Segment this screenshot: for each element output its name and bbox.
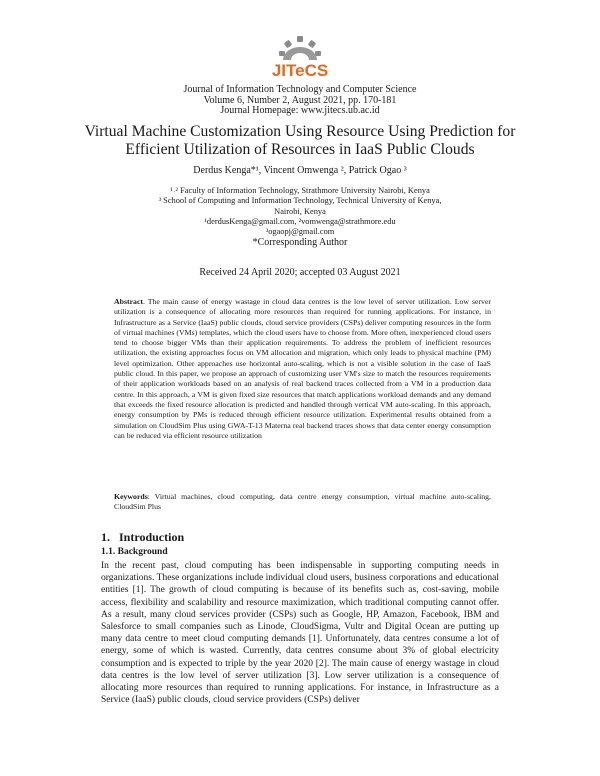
affiliation-line: ¹˒² Faculty of Information Technology, Strathmore University Nairobi, Kenya xyxy=(170,186,430,195)
received-dates: Received 24 April 2020; accepted 03 August 2021 xyxy=(199,267,401,278)
journal-logo xyxy=(0,36,600,80)
abstract-label: Abstract xyxy=(114,297,144,306)
journal-name: Journal of Information Technology and Computer Science xyxy=(183,84,417,95)
keywords xyxy=(114,492,491,513)
section-heading xyxy=(101,530,184,545)
affiliation-line: ³ School of Computing and Information Technology, Technical University of Kenya, xyxy=(158,196,442,206)
section-title: Introduction xyxy=(119,530,185,544)
abstract-text: . The main cause of energy wastage in cloud data centres is the low level of server utilization. Low server utilization is a consequence of allocating more resources than required for running applications. For instance, in Infrastructure as a Service (IaaS) public clouds, cloud service providers (CSPs) deliver computing resources in the form of virtual machines (VMs) templates, which the cloud users have to choose from. More often, inexperienced cloud users tend to choose bigger VMs than their application requirements. To address the problem of inefficient resources utilization, the existing approaches focus on VM allocation and migration, which only leads to physical machine (PM) level optimization. Other approaches use horizontal auto-scaling, which is not a visible solution in the case of IaaS public cloud. In this paper, we propose an approach of customizing user VM's size to match the resources requirements of their application workloads based on an analysis of real backend traces collected from a VM in a production data centre. In this approach, a VM is given fixed size resources that match applications workload demands and any demand that exceeds the fixed resource allocation is predicted and handled through vertical VM auto-scaling. In this approach, energy consumption by PMs is reduced through efficient resource utilization. Experimental results obtained from a simulation on CloudSim Plus using GWA-T-13 Materna real backend traces shows that data center energy consumption can be reduced via efficient resource utilization xyxy=(114,297,491,440)
email-line: ³ogaopj@gmail.com xyxy=(265,227,335,237)
keywords-text: : Virtual machines, cloud computing, data centre energy consumption, virtual machine auto-scaling, CloudSim Plus xyxy=(114,492,491,512)
section-number: 1. xyxy=(101,530,110,544)
jitecs-logo-icon xyxy=(245,36,355,80)
subsection-heading: 1.1. Background xyxy=(101,547,168,557)
affiliation-line: Nairobi, Kenya xyxy=(274,206,326,216)
paper-title: Virtual Machine Customization Using Resource Using Prediction for Efficient Utilization of Resources in IaaS Public Clouds xyxy=(84,123,516,158)
corresponding-author: *Corresponding Author xyxy=(252,237,348,249)
author-list: Derdus Kenga*¹, Vincent Omwenga ², Patrick Ogao ³ xyxy=(193,165,407,176)
keywords-label: Keywords xyxy=(114,492,148,501)
journal-homepage: Journal Homepage: www.jitecs.ub.ac.id xyxy=(220,105,380,116)
affiliations xyxy=(0,186,600,249)
body-paragraph: In the recent past, cloud computing has been indispensable in supporting computing needs in organizations. These organizations include individual cloud users, business corporations and educational entities [1]. The growth of cloud computing is because of its benefits such as, cost-saving, mobile access, flexibility and scalability and resource maximization, which traditional computing cannot offer. As a result, many cloud services provider (CSPs) such as Google, HP, Amazon, Facebook, IBM and Salesforce to small companies such as Linode, CloudSigma, Vultr and Digital Ocean are putting up many data centre to meet cloud computing demands [1]. Unfortunately, data centres consume a lot of energy, some of which is wasted. Currently, data centres consume about 3% of global electricity consumption and is expected to triple by the year 2020 [2]. The main cause of energy wastage in cloud data centres is the low level of server utilization [3]. Low server utilization is a consequence of allocating more resources than required to running applications. For instance, in Infrastructure as a Service (IaaS) public clouds, cloud service providers (CSPs) deliver xyxy=(101,561,499,706)
email-line: ¹derdusKenga@gmail.com, ²vomwenga@strathmore.edu xyxy=(204,216,396,226)
logo-text: JITeCS xyxy=(271,61,329,80)
abstract xyxy=(114,297,491,441)
journal-header xyxy=(0,85,600,117)
journal-volume: Volume 6, Number 2, August 2021, pp. 170-181 xyxy=(203,94,397,106)
